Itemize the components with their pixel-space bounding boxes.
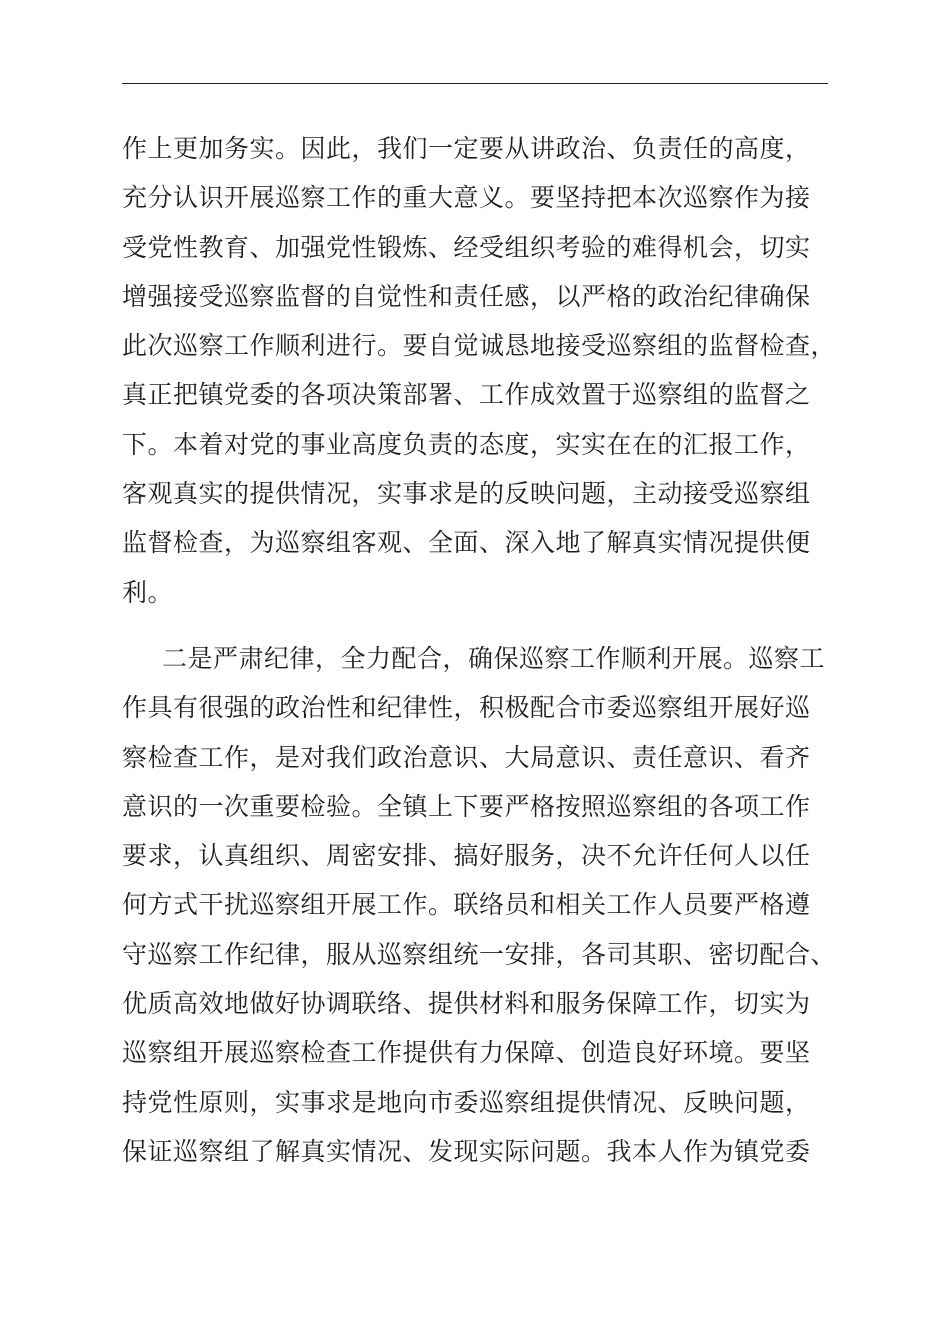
text-line: 守巡察工作纪律，服从巡察组统一安排，各司其职、密切配合、 — [122, 939, 837, 969]
text-line: 充分认识开展巡察工作的重大意义。要坚持把本次巡察作为接 — [122, 183, 811, 213]
text-line: 此次巡察工作顺利进行。要自觉诚恳地接受巡察组的监督检查， — [122, 331, 837, 361]
text-line: 客观真实的提供情况，实事求是的反映问题，主动接受巡察组 — [122, 479, 811, 509]
text-line: 保证巡察组了解真实情况、发现实际问题。我本人作为镇党委 — [122, 1136, 811, 1166]
text-line: 要求，认真组织、周密安排、搞好服务，决不允许任何人以任 — [122, 841, 811, 871]
text-line: 作具有很强的政治性和纪律性，积极配合市委巡察组开展好巡 — [122, 693, 811, 723]
text-line: 下。本着对党的事业高度负责的态度，实实在在的汇报工作， — [122, 429, 811, 459]
text-line: 察检查工作，是对我们政治意识、大局意识、责任意识、看齐 — [122, 742, 811, 772]
header-rule — [122, 83, 828, 84]
text-line: 何方式干扰巡察组开展工作。联络员和相关工作人员要严格遵 — [122, 890, 811, 920]
text-line: 利。 — [122, 577, 174, 607]
text-line: 增强接受巡察监督的自觉性和责任感，以严格的政治纪律确保 — [122, 281, 811, 311]
paragraph-2 — [122, 634, 862, 1176]
text-line: 持党性原则，实事求是地向市委巡察组提供情况、反映问题， — [122, 1087, 811, 1117]
text-line: 真正把镇党委的各项决策部署、工作成效置于巡察组的监督之 — [122, 380, 811, 410]
text-line: 二是严肃纪律，全力配合，确保巡察工作顺利开展。巡察工 — [162, 643, 826, 673]
text-line: 优质高效地做好协调联络、提供材料和服务保障工作，切实为 — [122, 989, 811, 1019]
page-body — [122, 124, 862, 1176]
text-line: 受党性教育、加强党性锻炼、经受组织考验的难得机会，切实 — [122, 232, 811, 262]
text-line: 作上更加务实。因此，我们一定要从讲政治、负责任的高度， — [122, 134, 811, 163]
text-line: 监督检查，为巡察组客观、全面、深入地了解真实情况提供便 — [122, 528, 811, 558]
text-line: 巡察组开展巡察检查工作提供有力保障、创造良好环境。要坚 — [122, 1038, 811, 1068]
paragraph-1 — [122, 124, 862, 617]
text-line: 意识的一次重要检验。全镇上下要严格按照巡察组的各项工作 — [122, 791, 811, 821]
paragraph-gap — [122, 617, 862, 634]
